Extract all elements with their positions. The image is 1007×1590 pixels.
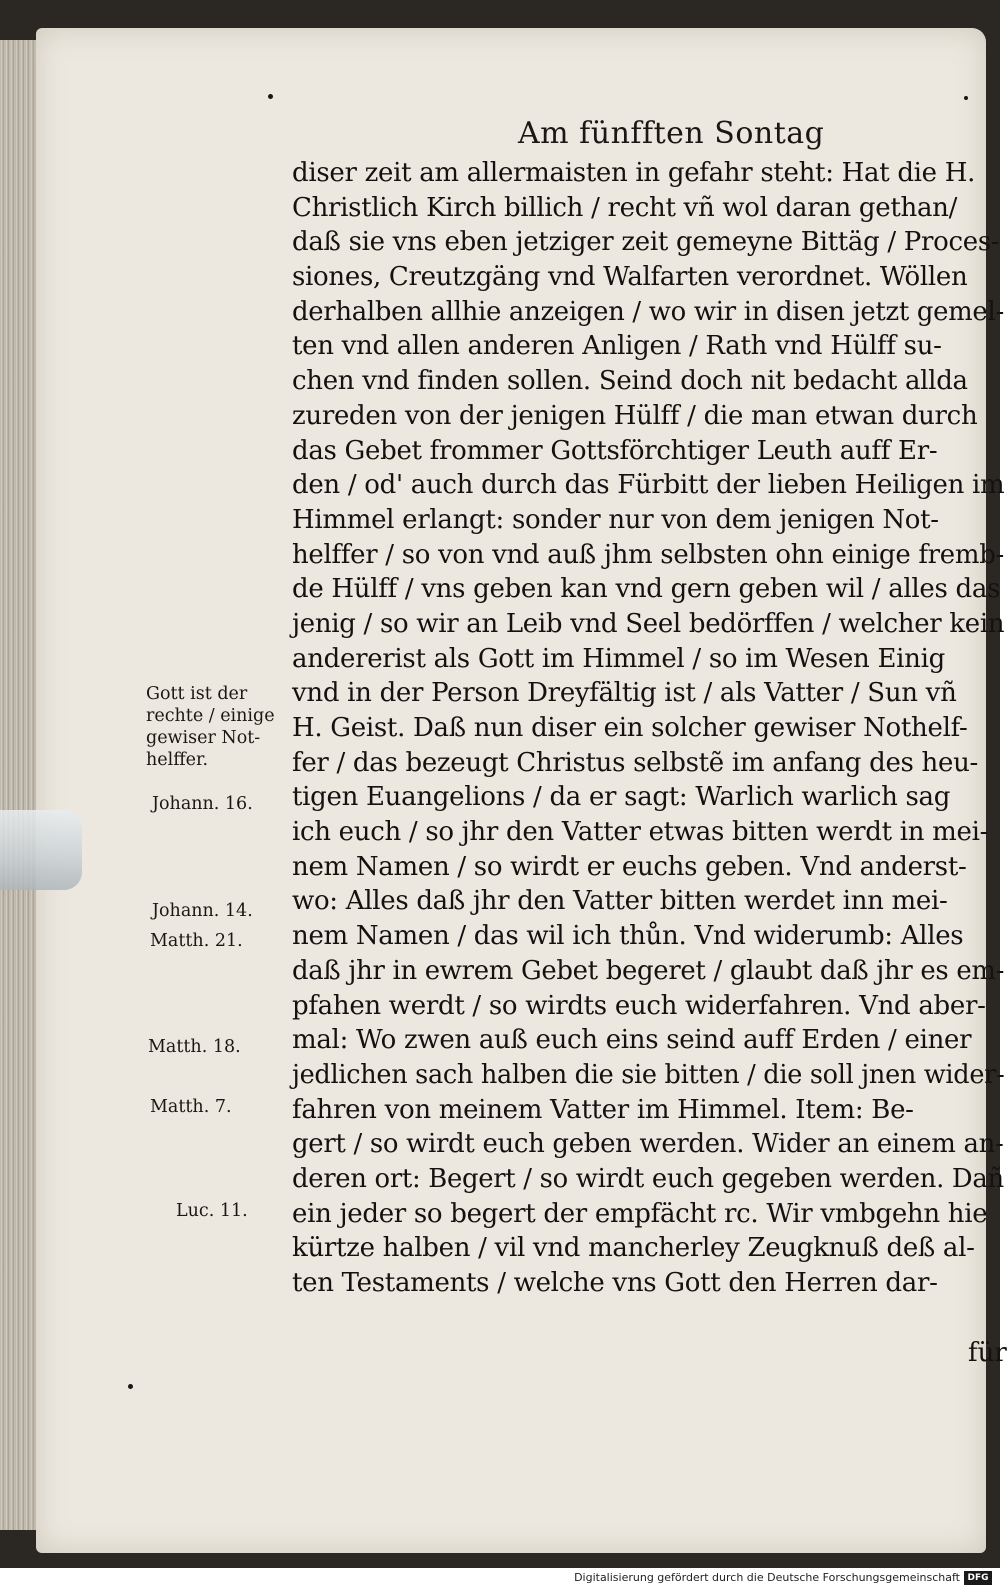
text-line: H. Geist. Daß nun diser ein solcher gewiser Nothelf- — [292, 713, 968, 743]
margin-ref: Matth. 18. — [148, 1037, 241, 1057]
dfg-logo: DFG — [964, 1571, 992, 1585]
text-line: siones, Creutzgäng vnd Walfarten verordnet. Wöllen — [292, 262, 968, 293]
text-line: jenig / so wir an Leib vnd Seel bedörffen / welcher kein — [292, 608, 1005, 639]
text-line: vnd in der Person Dreyfältig ist / als Vatter / Sun vñ — [292, 678, 957, 709]
text-line: diser zeit am allermaisten in gefahr steht: Hat die H. — [292, 158, 976, 188]
text-line: pfahen werdt / so wirdts euch widerfahren. Vnd aber- — [292, 990, 986, 1021]
margin-note-line: rechte / einige — [146, 706, 275, 726]
text-line: gert / so wirdt euch geben werden. Wider an einem an- — [292, 1129, 1004, 1160]
running-head: Am fünfften Sontag — [518, 116, 825, 151]
text-line: de Hülff / vns geben kan vnd gern geben wil / alles das — [292, 574, 1001, 605]
catchword: für — [968, 1338, 1007, 1368]
margin-ref: Matth. 21. — [150, 931, 243, 951]
text-line: ein jeder so begert der empfächt rc. Wir vmbgehn hie — [292, 1198, 988, 1229]
text-line: ten Testaments / welche vns Gott den Herren dar- — [292, 1268, 938, 1298]
ink-speck — [268, 94, 273, 99]
margin-ref: Luc. 11. — [176, 1201, 248, 1221]
text-line: andererist als Gott im Himmel / so im Wesen Einig — [292, 643, 945, 674]
main-text-block — [292, 156, 1004, 1301]
text-line: helffer / so von vnd auß jhm selbsten ohn einige fremb- — [292, 539, 1005, 570]
margin-note-line: gewiser Not- — [146, 728, 261, 748]
text-line: ten vnd allen anderen Anligen / Rath vnd Hülff su- — [292, 331, 942, 362]
margin-ref: Johann. 16. — [152, 794, 253, 814]
text-line: ich euch / so jhr den Vatter etwas bitten werdt in mei- — [292, 817, 989, 848]
text-line: nem Namen / so wirdt er euchs geben. Vnd anderst- — [292, 851, 967, 882]
text-line: fer / das bezeugt Christus selbstẽ im anfang des heu- — [292, 747, 979, 778]
text-line: Himmel erlangt: sonder nur von dem jenigen Not- — [292, 504, 939, 535]
text-line: fahren von meinem Vatter im Himmel. Item: Be- — [292, 1094, 914, 1125]
margin-ref: Matth. 7. — [150, 1097, 232, 1117]
ink-speck — [964, 96, 968, 100]
page-clip — [0, 810, 82, 890]
text-line: tigen Euangelions / da er sagt: Warlich warlich sag — [292, 782, 951, 813]
text-line: nem Namen / das wil ich thůn. Vnd widerumb: Alles — [292, 921, 964, 952]
text-line: jedlichen sach halben die sie bitten / die soll jnen wider- — [292, 1059, 1005, 1090]
text-line: den / od' auch durch das Fürbitt der lieben Heiligen im — [292, 470, 1005, 501]
text-line: daß sie vns eben jetziger zeit gemeyne Bittäg / Proces- — [292, 227, 1000, 258]
text-line: daß jhr in ewrem Gebet begeret / glaubt daß jhr es em- — [292, 955, 1005, 986]
text-line: zureden von der jenigen Hülff / die man etwan durch — [292, 400, 978, 431]
text-line: kürtze halben / vil vnd mancherley Zeugknuß deß al- — [292, 1233, 975, 1264]
margin-note-line: helffer. — [146, 750, 209, 770]
margin-ref: Johann. 14. — [152, 901, 253, 921]
text-line: wo: Alles daß jhr den Vatter bitten werdet inn mei- — [292, 886, 948, 917]
footer-credit: Digitalisierung gefördert durch die Deutsche Forschungsgemeinschaft — [574, 1571, 960, 1584]
footer-bar — [0, 1568, 1000, 1590]
book-page — [36, 28, 1007, 1553]
text-line: deren ort: Begert / so wirdt euch gegeben werden. Dañ — [292, 1163, 1004, 1194]
text-line: chen vnd finden sollen. Seind doch nit bedacht allda — [292, 366, 968, 397]
ink-speck — [128, 1384, 133, 1389]
text-line: derhalben allhie anzeigen / wo wir in disen jetzt gemel- — [292, 296, 1004, 327]
text-line: Christlich Kirch billich / recht vñ wol daran gethan/ — [292, 192, 958, 223]
margin-note-line: Gott ist der — [146, 684, 248, 704]
text-line: das Gebet frommer Gottsförchtiger Leuth auff Er- — [292, 435, 938, 466]
text-line: mal: Wo zwen auß euch eins seind auff Erden / einer — [292, 1025, 972, 1056]
